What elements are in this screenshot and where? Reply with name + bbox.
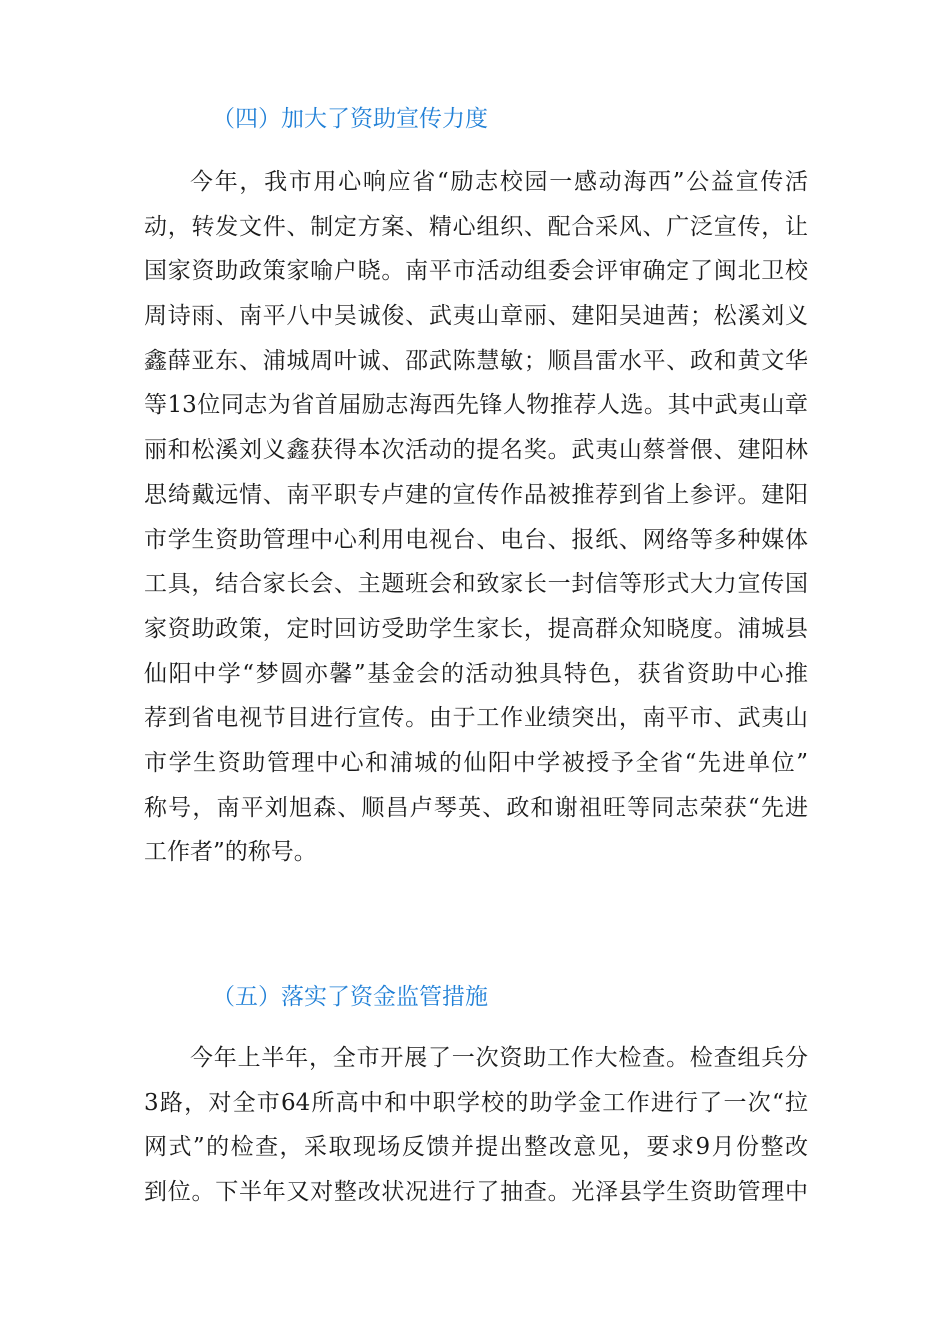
paragraph-line: 丽和松溪刘义鑫获得本次活动的提名奖。武夷山蔡誉偎、建阳林 [144, 437, 808, 464]
paragraph-line: 今年，我市用心响应省“励志校园一感动海西”公益宣传活 [190, 169, 808, 195]
paragraph-line: 市学生资助管理中心和浦城的仙阳中学被授予全省“先进单位” [144, 749, 808, 776]
section-5-paragraph [144, 1036, 808, 1215]
section-heading-5: （五）落实了资金监管措施 [212, 984, 488, 1010]
paragraph-line: 网式”的检查，采取现场反馈并提出整改意见，要求9月份整改 [144, 1134, 808, 1161]
paragraph-line: 鑫薛亚东、浦城周叶诚、邵武陈慧敏；顺昌雷水平、政和黄文华 [144, 347, 808, 374]
paragraph-line: 今年上半年，全市开展了一次资助工作大检查。检查组兵分 [190, 1045, 808, 1071]
paragraph-line: 等13位同志为省首届励志海西先锋人物推荐人选。其中武夷山章 [144, 392, 808, 419]
paragraph-line: 国家资助政策家喻户晓。南平市活动组委会评审确定了闽北卫校 [144, 258, 808, 285]
paragraph-line: 仙阳中学“梦圆亦馨”基金会的活动独具特色，获省资助中心推 [144, 660, 808, 687]
paragraph-line: 工具，结合家长会、主题班会和致家长一封信等形式大力宣传国 [144, 571, 808, 598]
section-4-paragraph [144, 160, 808, 875]
paragraph-line: 3路，对全市64所高中和中职学校的助学金工作进行了一次“拉 [144, 1089, 808, 1116]
paragraph-line: 到位。下半年又对整改状况进行了抽查。光泽县学生资助管理中 [144, 1179, 808, 1206]
paragraph-line: 称号，南平刘旭森、顺昌卢琴英、政和谢祖旺等同志荣获“先进 [144, 794, 808, 821]
paragraph-line: 市学生资助管理中心利用电视台、电台、报纸、网络等多种媒体 [144, 526, 808, 553]
paragraph-line: 工作者”的称号。 [144, 839, 317, 866]
paragraph-line: 荐到省电视节目进行宣传。由于工作业绩突出，南平市、武夷山 [144, 705, 808, 732]
paragraph-line: 周诗雨、南平八中吴诚俊、武夷山章丽、建阳吴迪茜；松溪刘义 [144, 303, 808, 330]
paragraph-line: 家资助政策，定时回访受助学生家长，提高群众知晓度。浦城县 [144, 615, 808, 642]
section-heading-4: （四）加大了资助宣传力度 [212, 106, 488, 132]
paragraph-line: 思绮戴远情、南平职专卢建的宣传作品被推荐到省上参评。建阳 [144, 481, 808, 508]
paragraph-line: 动，转发文件、制定方案、精心组织、配合采风、广泛宣传，让 [144, 213, 808, 240]
